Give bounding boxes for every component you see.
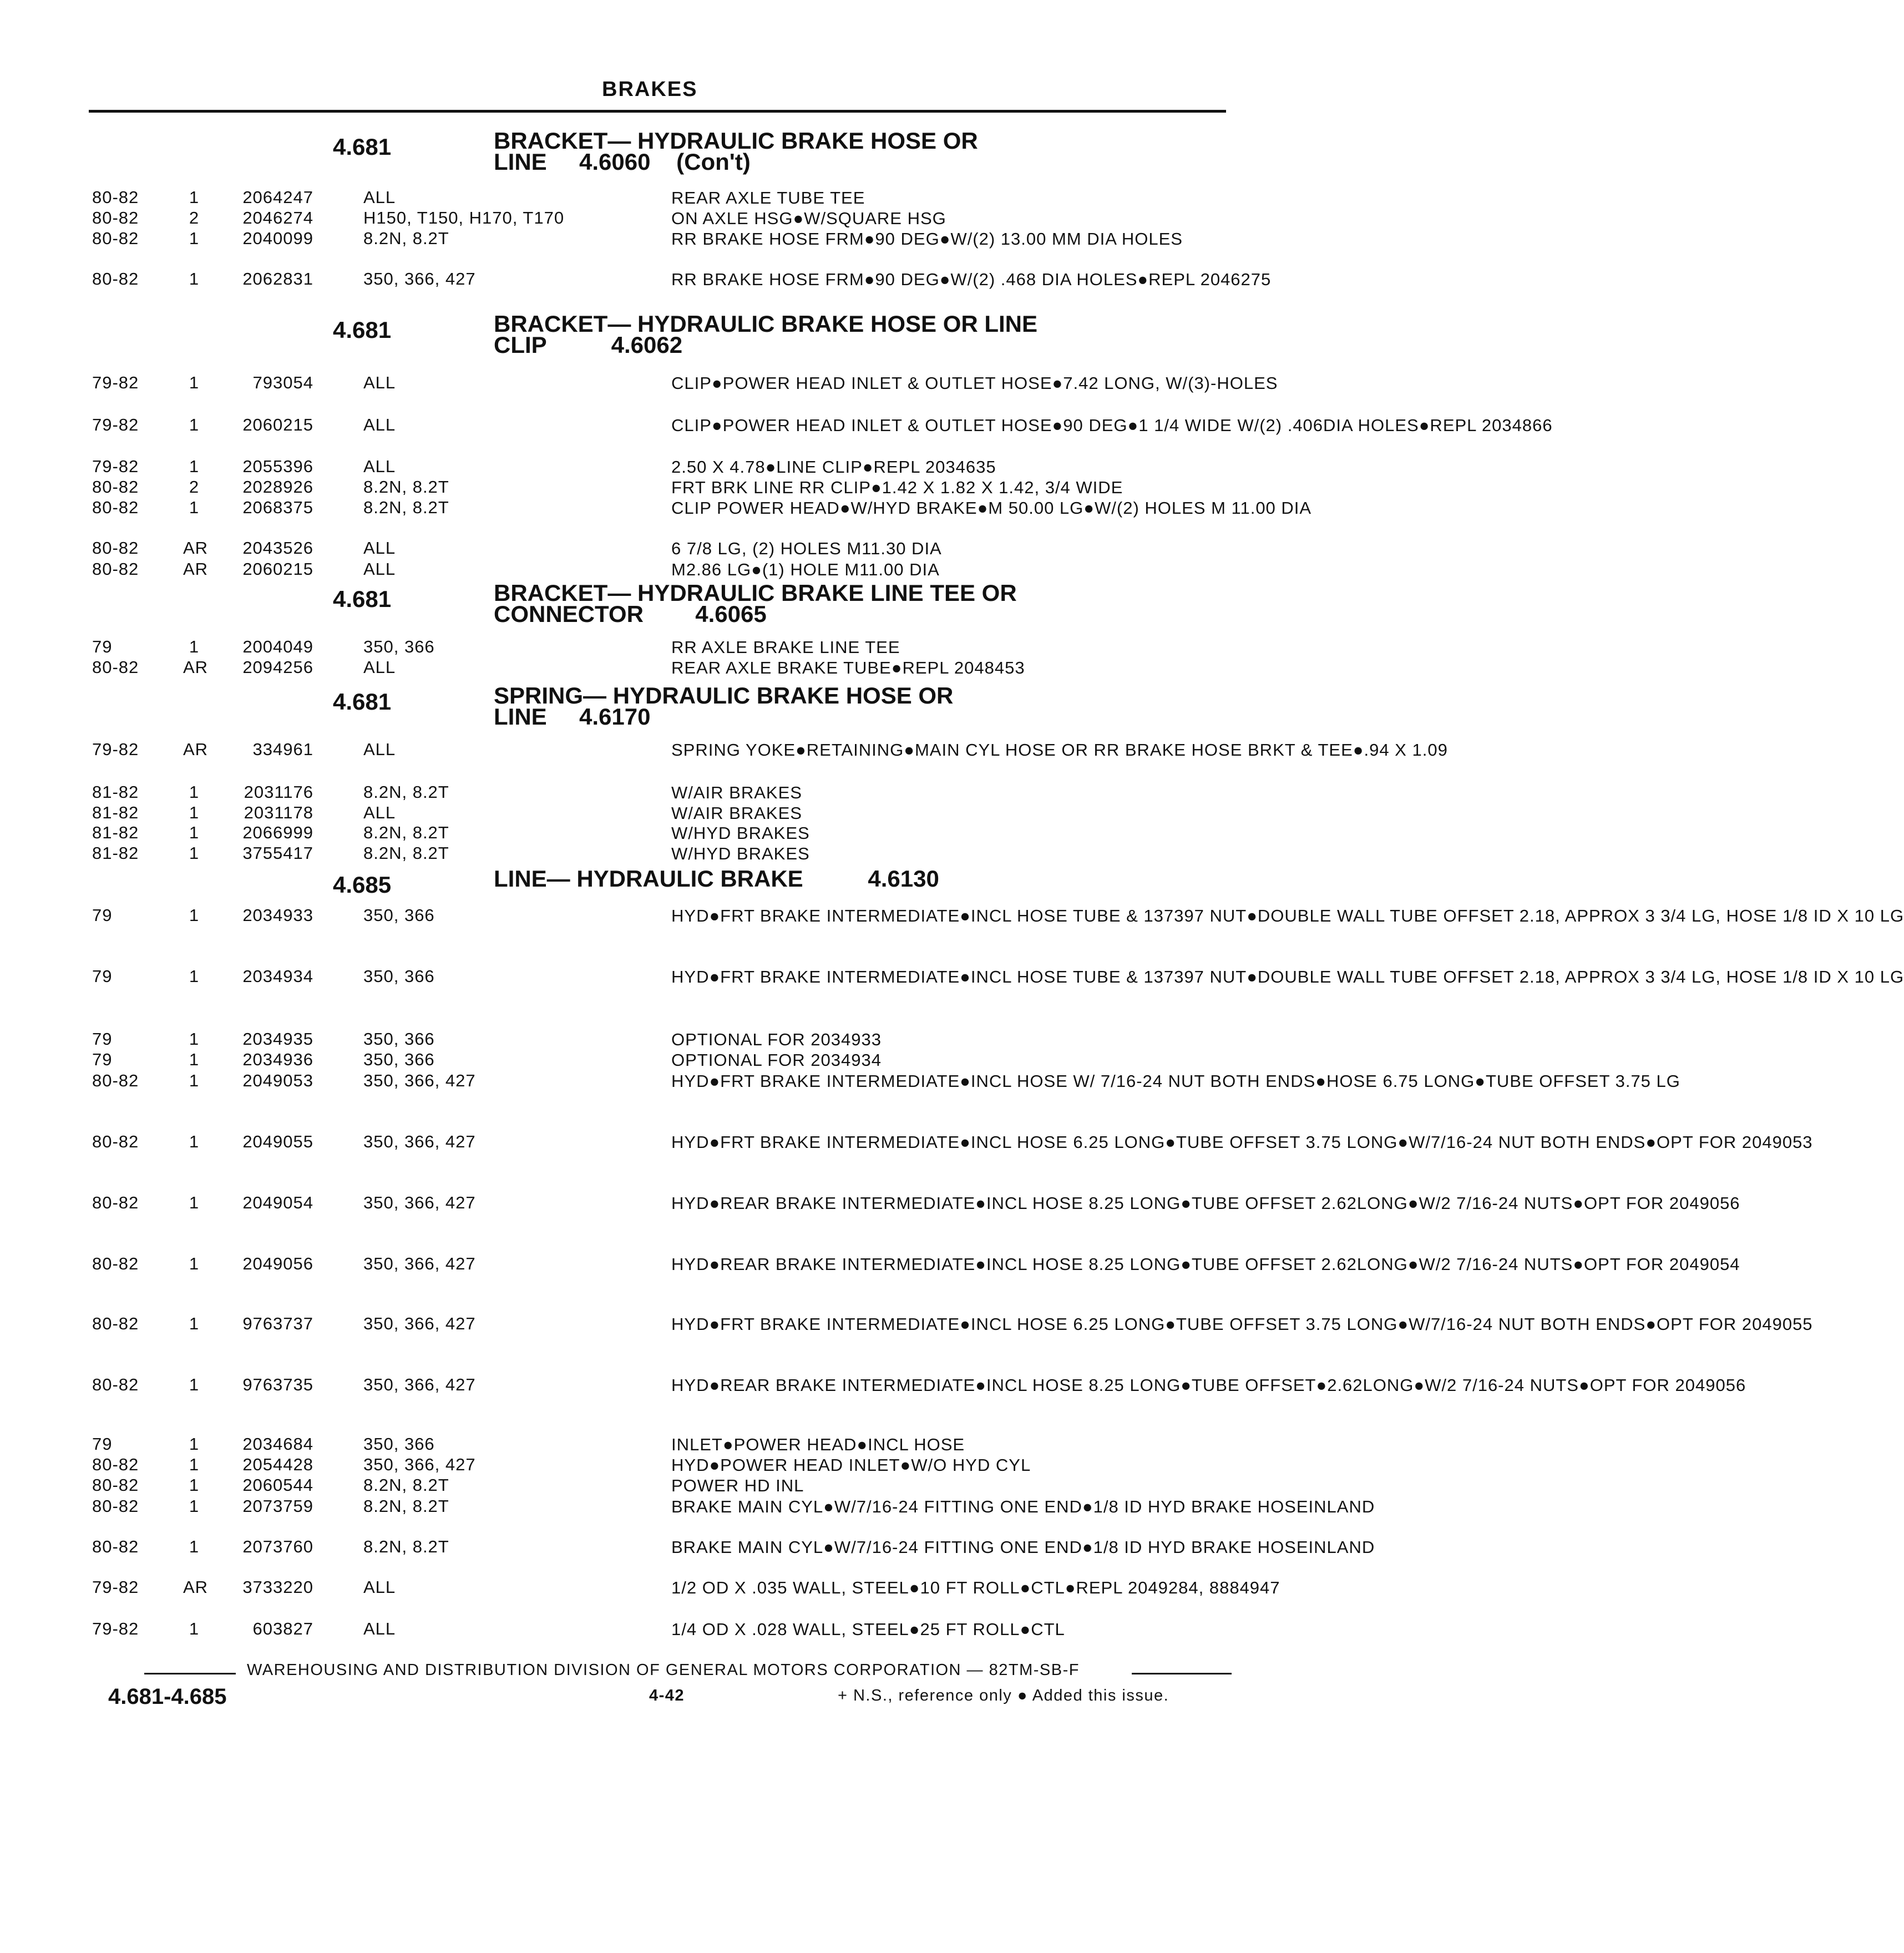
model-year: 80-82 — [92, 477, 139, 497]
description: W/HYD BRAKES — [671, 823, 810, 843]
model-year: 79-82 — [92, 415, 139, 434]
description: SPRING YOKE●RETAINING●MAIN CYL HOSE OR RR BRAKE HOSE BRKT & TEE●.94 X 1.09 — [671, 740, 1448, 760]
section-title: BRACKET— HYDRAULIC BRAKE HOSE OR LINE 4.6060 (Con't) — [494, 128, 978, 175]
description: RR BRAKE HOSE FRM●90 DEG●W/(2) 13.00 MM DIA HOLES — [671, 229, 1183, 249]
part-number: 2060215 — [242, 559, 313, 579]
description: 1/2 OD X .035 WALL, STEEL●10 FT ROLL●CTL●REPL 2049284, 8884947 — [671, 1578, 1280, 1597]
description: CLIP●POWER HEAD INLET & OUTLET HOSE●90 DEG●1 1/4 WIDE W/(2) .406DIA HOLES●REPL 2034866 — [671, 416, 1553, 435]
quantity: 1 — [189, 1132, 200, 1151]
application — [363, 538, 652, 558]
application-text: 8.2N, 8.2T — [363, 477, 455, 497]
application-text: 350, 366, 427 — [363, 1254, 482, 1273]
part-number: 2094256 — [242, 657, 313, 677]
leader-dots — [363, 199, 652, 200]
model-year: 79-82 — [92, 373, 139, 392]
quantity: 1 — [189, 782, 200, 802]
application — [363, 1537, 652, 1557]
application-text: 350, 366 — [363, 967, 440, 986]
model-year: 81-82 — [92, 803, 139, 822]
application — [363, 1050, 652, 1070]
application — [363, 1254, 652, 1274]
model-year: 79 — [92, 967, 113, 986]
part-number: 2034936 — [242, 1050, 313, 1069]
quantity: 1 — [189, 1375, 200, 1394]
application — [363, 657, 652, 677]
application — [363, 498, 652, 518]
part-number: 2034933 — [242, 905, 313, 925]
section-title: LINE— HYDRAULIC BRAKE 4.6130 — [494, 866, 939, 892]
quantity: 1 — [189, 843, 200, 863]
quantity: 1 — [189, 415, 200, 434]
description: W/AIR BRAKES — [671, 803, 802, 823]
application — [363, 373, 652, 393]
section-number: 4.681 — [333, 586, 392, 612]
application-text: 8.2N, 8.2T — [363, 1537, 455, 1556]
application-text: ALL — [363, 415, 401, 434]
part-number: 2034934 — [242, 967, 313, 986]
quantity: 1 — [189, 905, 200, 925]
quantity: AR — [183, 559, 209, 579]
quantity: 1 — [189, 457, 200, 476]
part-number: 2068375 — [242, 498, 313, 517]
quantity: 1 — [189, 1314, 200, 1333]
description: CLIP●POWER HEAD INLET & OUTLET HOSE●7.42 LONG, W/(3)-HOLES — [671, 373, 1278, 393]
description: RR BRAKE HOSE FRM●90 DEG●W/(2) .468 DIA HOLES●REPL 2046275 — [671, 270, 1272, 289]
description: POWER HD INL — [671, 1476, 804, 1495]
footer-rule-right — [1132, 1673, 1232, 1674]
application-text: 350, 366, 427 — [363, 1314, 482, 1333]
model-year: 80-82 — [92, 1537, 139, 1556]
application — [363, 740, 652, 760]
part-number: 2040099 — [242, 229, 313, 248]
application — [363, 1029, 652, 1049]
application — [363, 1375, 652, 1395]
part-number: 9763735 — [242, 1375, 313, 1394]
model-year: 79 — [92, 1050, 113, 1069]
model-year: 81-82 — [92, 843, 139, 863]
model-year: 80-82 — [92, 559, 139, 579]
application-text: 8.2N, 8.2T — [363, 1475, 455, 1495]
quantity: 1 — [189, 637, 200, 656]
part-number: 2073759 — [242, 1496, 313, 1516]
part-number: 2034935 — [242, 1029, 313, 1049]
header-rule — [89, 110, 1226, 113]
model-year: 80-82 — [92, 188, 139, 207]
quantity: 1 — [189, 188, 200, 207]
part-number: 2049053 — [242, 1071, 313, 1090]
quantity: 1 — [189, 269, 200, 289]
model-year: 81-82 — [92, 782, 139, 802]
model-year: 80-82 — [92, 229, 139, 248]
part-number: 2028926 — [242, 477, 313, 497]
application-text: ALL — [363, 1577, 401, 1597]
footer-legend: + N.S., reference only ● Added this issue. — [838, 1687, 1169, 1704]
application — [363, 782, 652, 802]
application-text: 350, 366 — [363, 905, 440, 925]
leader-dots — [363, 1630, 652, 1632]
description: INLET●POWER HEAD●INCL HOSE — [671, 1435, 965, 1454]
part-number: 2054428 — [242, 1455, 313, 1474]
model-year: 80-82 — [92, 1475, 139, 1495]
part-number: 2046274 — [242, 208, 313, 227]
application-text: 8.2N, 8.2T — [363, 843, 455, 863]
application-text: ALL — [363, 373, 401, 392]
quantity: 1 — [189, 1254, 200, 1273]
application — [363, 1619, 652, 1639]
part-number: 2031176 — [244, 782, 313, 802]
application-text: 350, 366, 427 — [363, 1193, 482, 1212]
model-year: 80-82 — [92, 1496, 139, 1516]
application — [363, 1193, 652, 1213]
model-year: 80-82 — [92, 498, 139, 517]
model-year: 80-82 — [92, 1132, 139, 1151]
part-number: 3733220 — [242, 1577, 313, 1597]
quantity: 1 — [189, 1071, 200, 1090]
model-year: 79 — [92, 905, 113, 925]
description: BRAKE MAIN CYL●W/7/16-24 FITTING ONE END●1/8 ID HYD BRAKE HOSEINLAND — [671, 1537, 1375, 1557]
quantity: 1 — [189, 1434, 200, 1454]
application-text: ALL — [363, 740, 401, 759]
section-title: BRACKET— HYDRAULIC BRAKE HOSE OR LINE CLIP 4.6062 — [494, 311, 1038, 358]
quantity: 1 — [189, 967, 200, 986]
quantity: 1 — [189, 1496, 200, 1516]
section-number: 4.681 — [333, 134, 392, 160]
part-number: 334961 — [252, 740, 313, 759]
application-text: 350, 366 — [363, 1050, 440, 1069]
model-year: 80-82 — [92, 269, 139, 289]
application — [363, 967, 652, 986]
application-text: 350, 366 — [363, 1434, 440, 1454]
part-number: 2060215 — [242, 415, 313, 434]
model-year: 79-82 — [92, 740, 139, 759]
application-text: 350, 366, 427 — [363, 1375, 482, 1394]
model-year: 80-82 — [92, 1254, 139, 1273]
model-year: 79 — [92, 1434, 113, 1454]
description: HYD●FRT BRAKE INTERMEDIATE●INCL HOSE 6.25 LONG●TUBE OFFSET 3.75 LONG●W/7/16-24 NUT BOTH ENDS●OPT FOR 2049055 — [671, 1314, 1813, 1334]
part-number: 2060544 — [242, 1475, 313, 1495]
description: 1/4 OD X .028 WALL, STEEL●25 FT ROLL●CTL — [671, 1620, 1065, 1639]
application — [363, 269, 652, 289]
application-text: 350, 366, 427 — [363, 1071, 482, 1090]
application-text: ALL — [363, 657, 401, 677]
description: W/HYD BRAKES — [671, 844, 810, 863]
description: BRAKE MAIN CYL●W/7/16-24 FITTING ONE END●1/8 ID HYD BRAKE HOSEINLAND — [671, 1497, 1375, 1516]
quantity: 1 — [189, 803, 200, 822]
description: HYD●FRT BRAKE INTERMEDIATE●INCL HOSE W/ 7/16-24 NUT BOTH ENDS●HOSE 6.75 LONG●TUBE OFFSET 3.75 LG — [671, 1071, 1680, 1091]
application — [363, 1496, 652, 1516]
description: OPTIONAL FOR 2034933 — [671, 1030, 882, 1049]
application — [363, 637, 652, 657]
section-number: 4.681 — [333, 317, 392, 343]
description: W/AIR BRAKES — [671, 783, 802, 802]
model-year: 80-82 — [92, 1314, 139, 1333]
application-text: ALL — [363, 538, 401, 558]
application — [363, 1434, 652, 1454]
section-number: 4.685 — [333, 872, 392, 898]
quantity: 2 — [189, 477, 200, 497]
application-text: ALL — [363, 803, 401, 822]
description: ON AXLE HSG●W/SQUARE HSG — [671, 209, 946, 228]
application — [363, 1071, 652, 1091]
quantity: 1 — [189, 1050, 200, 1069]
application-text: 350, 366, 427 — [363, 1132, 482, 1151]
model-year: 79-82 — [92, 1577, 139, 1597]
description: FRT BRK LINE RR CLIP●1.42 X 1.82 X 1.42, 3/4 WIDE — [671, 478, 1123, 497]
quantity: 1 — [189, 1475, 200, 1495]
quantity: AR — [183, 657, 209, 677]
leader-dots — [363, 751, 652, 752]
leader-dots — [363, 384, 652, 386]
application — [363, 188, 652, 208]
application — [363, 208, 652, 228]
description: HYD●FRT BRAKE INTERMEDIATE●INCL HOSE TUBE & 137397 NUT●DOUBLE WALL TUBE OFFSET 2.18, APPROX 3 3/4 LG, HOSE 1/8 ID X 10 LG — [671, 906, 1904, 925]
description: REAR AXLE TUBE TEE — [671, 188, 865, 208]
application-text: 8.2N, 8.2T — [363, 498, 455, 517]
application — [363, 457, 652, 477]
application-text: H150, T150, H170, T170 — [363, 208, 570, 227]
footer-division-text: WAREHOUSING AND DISTRIBUTION DIVISION OF GENERAL MOTORS CORPORATION — 82TM-SB-F — [247, 1661, 1080, 1679]
application — [363, 1577, 652, 1597]
part-number: 2066999 — [242, 823, 313, 842]
description: 2.50 X 4.78●LINE CLIP●REPL 2034635 — [671, 457, 996, 477]
footer-page-number: 4-42 — [649, 1687, 685, 1704]
application — [363, 477, 652, 497]
description: RR AXLE BRAKE LINE TEE — [671, 637, 900, 657]
model-year: 80-82 — [92, 1455, 139, 1474]
model-year: 80-82 — [92, 657, 139, 677]
description: HYD●REAR BRAKE INTERMEDIATE●INCL HOSE 8.25 LONG●TUBE OFFSET 2.62LONG●W/2 7/16-24 NUTS●OPT FOR 2049054 — [671, 1254, 1740, 1274]
model-year: 79 — [92, 637, 113, 656]
application-text: 8.2N, 8.2T — [363, 823, 455, 842]
section-number: 4.681 — [333, 689, 392, 715]
application-text: 350, 366 — [363, 1029, 440, 1049]
quantity: 2 — [189, 208, 200, 227]
application — [363, 1314, 652, 1334]
application-text: ALL — [363, 1619, 401, 1638]
description: 6 7/8 LG, (2) HOLES M11.30 DIA — [671, 539, 942, 558]
application — [363, 415, 652, 435]
application — [363, 823, 652, 843]
application — [363, 843, 652, 863]
part-number: 2031178 — [244, 803, 313, 822]
application — [363, 1132, 652, 1152]
application-text: ALL — [363, 457, 401, 476]
model-year: 80-82 — [92, 1193, 139, 1212]
model-year: 80-82 — [92, 1375, 139, 1394]
model-year: 79 — [92, 1029, 113, 1049]
quantity: 1 — [189, 373, 200, 392]
leader-dots — [363, 570, 652, 572]
model-year: 79-82 — [92, 457, 139, 476]
part-number: 9763737 — [242, 1314, 313, 1333]
application-text: 8.2N, 8.2T — [363, 229, 455, 248]
model-year: 80-82 — [92, 208, 139, 227]
application — [363, 1475, 652, 1495]
application — [363, 905, 652, 925]
quantity: 1 — [189, 1193, 200, 1212]
part-number: 2073760 — [242, 1537, 313, 1556]
quantity: 1 — [189, 1029, 200, 1049]
application — [363, 803, 652, 823]
section-title: BRACKET— HYDRAULIC BRAKE LINE TEE OR CONNECTOR 4.6065 — [494, 580, 1017, 627]
description: HYD●REAR BRAKE INTERMEDIATE●INCL HOSE 8.25 LONG●TUBE OFFSET●2.62LONG●W/2 7/16-24 NUTS●OPT FOR 2049056 — [671, 1375, 1746, 1395]
part-number: 3755417 — [242, 843, 313, 863]
description: HYD●FRT BRAKE INTERMEDIATE●INCL HOSE TUBE & 137397 NUT●DOUBLE WALL TUBE OFFSET 2.18, APPROX 3 3/4 LG, HOSE 1/8 ID X 10 LG — [671, 967, 1904, 986]
part-number: 2043526 — [242, 538, 313, 558]
page-header-title: BRAKES — [602, 78, 698, 101]
part-number: 2004049 — [242, 637, 313, 656]
leader-dots — [363, 426, 652, 428]
leader-dots — [363, 1588, 652, 1590]
description: HYD●REAR BRAKE INTERMEDIATE●INCL HOSE 8.25 LONG●TUBE OFFSET 2.62LONG●W/2 7/16-24 NUTS●OPT FOR 2049056 — [671, 1193, 1740, 1213]
quantity: AR — [183, 740, 209, 759]
footer-rule-left — [144, 1673, 236, 1674]
application-text: 8.2N, 8.2T — [363, 782, 455, 802]
part-number: 2049054 — [242, 1193, 313, 1212]
model-year: 79-82 — [92, 1619, 139, 1638]
application-text: ALL — [363, 188, 401, 207]
quantity: 1 — [189, 823, 200, 842]
leader-dots — [363, 549, 652, 551]
part-number: 2062831 — [242, 269, 313, 289]
application-text: ALL — [363, 559, 401, 579]
quantity: 1 — [189, 1619, 200, 1638]
leader-dots — [363, 814, 652, 816]
description: REAR AXLE BRAKE TUBE●REPL 2048453 — [671, 658, 1025, 677]
part-number: 603827 — [252, 1619, 313, 1638]
application — [363, 1455, 652, 1475]
part-number: 793054 — [252, 373, 313, 392]
leader-dots — [363, 468, 652, 469]
description: OPTIONAL FOR 2034934 — [671, 1050, 882, 1070]
quantity: AR — [183, 1577, 209, 1597]
application — [363, 559, 652, 579]
model-year: 81-82 — [92, 823, 139, 842]
model-year: 80-82 — [92, 1071, 139, 1090]
description: CLIP POWER HEAD●W/HYD BRAKE●M 50.00 LG●W/(2) HOLES M 11.00 DIA — [671, 498, 1312, 518]
application-text: 8.2N, 8.2T — [363, 1496, 455, 1516]
application-text: 350, 366, 427 — [363, 269, 482, 289]
description: M2.86 LG●(1) HOLE M11.00 DIA — [671, 560, 940, 579]
quantity: 1 — [189, 498, 200, 517]
part-number: 2049056 — [242, 1254, 313, 1273]
description: HYD●FRT BRAKE INTERMEDIATE●INCL HOSE 6.25 LONG●TUBE OFFSET 3.75 LONG●W/7/16-24 NUT BOTH ENDS●OPT FOR 2049053 — [671, 1132, 1813, 1152]
section-title: SPRING— HYDRAULIC BRAKE HOSE OR LINE 4.6170 — [494, 682, 954, 730]
part-number: 2034684 — [242, 1434, 313, 1454]
model-year: 80-82 — [92, 538, 139, 558]
part-number: 2064247 — [242, 188, 313, 207]
quantity: AR — [183, 538, 209, 558]
part-number: 2055396 — [242, 457, 313, 476]
application-text: 350, 366, 427 — [363, 1455, 482, 1474]
quantity: 1 — [189, 1537, 200, 1556]
leader-dots — [363, 669, 652, 670]
quantity: 1 — [189, 1455, 200, 1474]
footer-page-index: 4.681-4.685 — [108, 1684, 227, 1709]
description: HYD●POWER HEAD INLET●W/O HYD CYL — [671, 1455, 1031, 1475]
application-text: 350, 366 — [363, 637, 440, 656]
part-number: 2049055 — [242, 1132, 313, 1151]
quantity: 1 — [189, 229, 200, 248]
application — [363, 229, 652, 249]
